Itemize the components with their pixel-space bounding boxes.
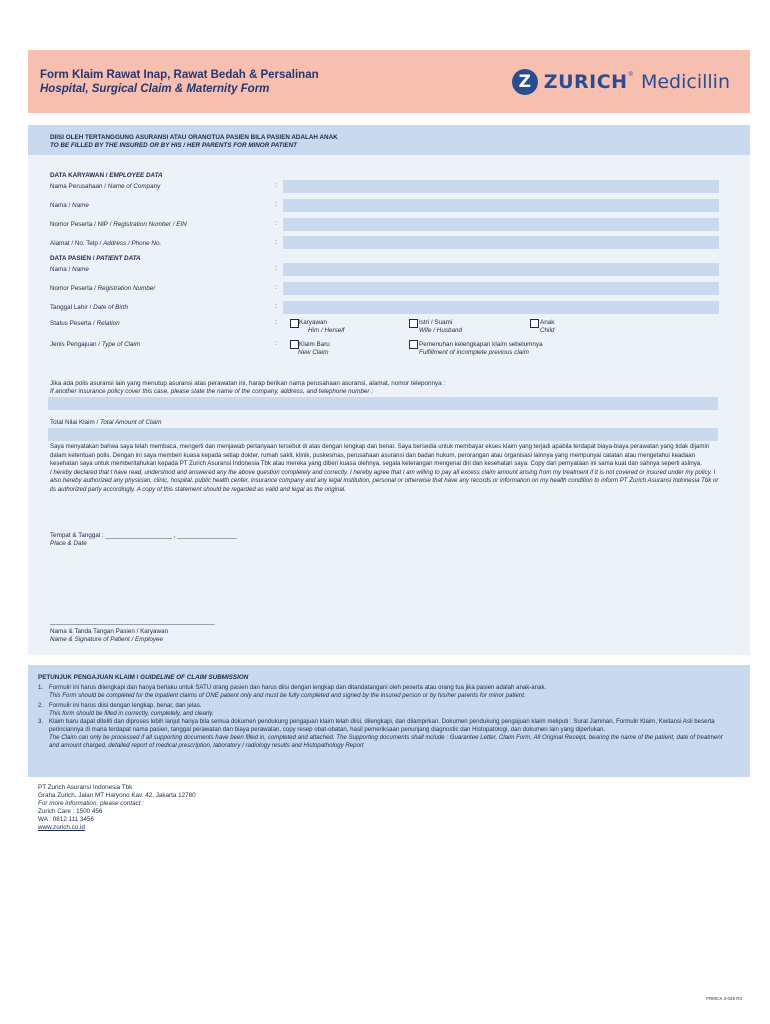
colon: :: [275, 220, 277, 227]
zurich-care: Zurich Care : 1500 456: [38, 808, 103, 815]
colon: :: [275, 340, 277, 347]
patient-registration-label: [50, 285, 155, 292]
guideline-title-id: PETUNJUK PENGAJUAN KLAIM /: [38, 674, 139, 681]
label-id: Nama Perusahaan /: [50, 183, 107, 190]
patient-data-heading: [50, 255, 141, 262]
relation-employee-label-en: Him / Herself: [308, 327, 345, 334]
registration-number-label: [50, 221, 187, 228]
item-text-id: Formulir ini harus dilengkapi dan hanya berlaku untuk SATU orang pasien dan harus diisi dengan lengkap dan ditandatangani oleh peserta atau orang tua jika pasien adalah anak-anak.: [49, 684, 547, 691]
other-insurance-field[interactable]: [48, 397, 718, 410]
label-en: Relation: [96, 320, 120, 327]
guideline-section: [28, 665, 750, 777]
place-date-line[interactable]: ___________________ , _________________: [105, 532, 237, 539]
registered-mark-icon: ®: [628, 72, 633, 78]
declaration-en: I hereby declared that I have read, understood and answered any the above question completely and correctly. I hereby agree that I am willing to pay all excess claim amount arising from my treatment if it is not covered or insured under my policy. I also hereby authorized any physician, clinic, hospital, public health center, insurance company and any legal institution, personal or otherwise that have any records or information on my health condition to inform PT Zurich Asuransi Indonesia Tbk or its authorized party accordingly. A copy of this statement should be regarded as valid and legal as the original.: [50, 468, 719, 493]
relation-child-checkbox[interactable]: [530, 319, 539, 328]
address-phone-field[interactable]: [283, 236, 719, 249]
zurich-z-icon: Z: [512, 69, 538, 95]
guideline-item: [38, 718, 728, 750]
website-link[interactable]: www.zurich.co.id: [38, 824, 85, 831]
instruction-banner: [28, 125, 750, 155]
form-subtitle: Hospital, Surgical Claim & Maternity Form: [40, 83, 270, 95]
relation-spouse-checkbox[interactable]: [409, 319, 418, 328]
signature-label: Nama & Tanda Tangan Pasien / Karyawan: [50, 628, 169, 635]
employee-name-label: [50, 202, 89, 209]
patient-registration-field[interactable]: [283, 282, 719, 295]
claim-form-section: [28, 125, 750, 655]
colon: :: [275, 182, 277, 189]
label-en: Date of Birth: [93, 304, 129, 311]
label-id: Tanggal Lahir /: [50, 304, 92, 311]
item-text-en: The Claim can only be processed if all supporting documents have been filled in, completed and attached. The Supporting documents shall include : Guarantee Letter, Claim Form, All Original Receipt, bearing the name of the patient, date of treatment and amount charged, detailed report of medical prescription, laboratory / radiology results and Histopathology Report: [49, 734, 723, 749]
label-id: Nomor Peserta /: [50, 285, 96, 292]
company-footer: [38, 784, 196, 832]
address-phone-label: [50, 240, 161, 247]
heading-id: DATA PASIEN /: [50, 255, 95, 262]
label-en: Name: [72, 266, 89, 273]
more-info: For more information, please contact :: [38, 800, 145, 807]
registration-number-field[interactable]: [283, 218, 719, 231]
company-name: PT Zurich Asuransi Indonesia Tbk: [38, 784, 133, 791]
relation-child-label: Anak: [540, 319, 555, 326]
declaration-text: [50, 443, 722, 494]
label-en: Address / Phone No.: [103, 240, 162, 247]
company-name-label: [50, 183, 160, 190]
fulfillment-claim-label-en: Fulfillment of incomplete previous claim: [419, 349, 529, 356]
item-text-id: Formulir ini harus diisi dengan lengkap, benar, dan jelas.: [49, 702, 202, 709]
company-name-field[interactable]: [283, 180, 719, 193]
form-title: Form Klaim Rawat Inap, Rawat Bedah & Persalinan: [40, 69, 319, 81]
relation-employee-checkbox[interactable]: [290, 319, 299, 328]
claim-type-label: [50, 341, 140, 348]
logo-brand: ZURICH: [543, 71, 628, 93]
guideline-title-en: GUIDELINE OF CLAIM SUBMISSION: [140, 674, 249, 681]
label-id: Nama /: [50, 202, 71, 209]
colon: :: [275, 265, 277, 272]
form-code: FRMCX 3-025 R3: [706, 996, 742, 1001]
label-id: Nomor Peserta / NIP /: [50, 221, 112, 228]
colon: :: [275, 239, 277, 246]
banner-line-en: TO BE FILLED BY THE INSURED OR BY HIS / HER PARENTS FOR MINOR PATIENT: [50, 142, 297, 149]
label-en: Registration Number: [97, 285, 156, 292]
label-en: Name of Company: [107, 183, 161, 190]
label-en: Total Amount of Claim: [100, 419, 162, 426]
signature-line[interactable]: _______________________________________________: [50, 618, 215, 625]
form-header: [28, 50, 750, 113]
item-text-en: This form should be filled in correctly, completely, and clearly.: [49, 710, 214, 717]
item-text-en: This Form should be completed for the inpatient claims of ONE patient only and must be fully completed and signed by the insured person or by his/her parents for minor patient.: [49, 692, 526, 699]
colon: :: [275, 284, 277, 291]
label-en: Name: [72, 202, 89, 209]
relation-employee-label: Karyawan: [299, 319, 328, 326]
item-text-id: Klaim baru dapat diteliti dan diproses lebih lanjut hanya bila semua dokumen pendukung pengajuan klaim telah diisi, dilengkapi, dan dilampirkan. Dokumen pendukung pengajuan klaim meliputi : Surat Jaminan, Formulir Klaim, Kwitansi Asli beserta perinciannya di mana terdapat nama pasien, tanggal perawatan dan biaya perawatan, copy resep obat-obatan, hasil pemeriksaan penunjang diagnostic dan Histopatologi, dan dokumen lain yang diperlukan.: [49, 718, 715, 733]
guideline-title: [38, 674, 248, 681]
whatsapp: WA : 0812 111 3456: [38, 816, 94, 823]
logo-product: Medicillin: [640, 71, 730, 93]
declaration-id: Saya menyatakan bahwa saya telah membaca, mengerti dan menjawab pertanyaan tersebut di atas dengan lengkap dan benar. Saya bersedia untuk membayar ekses klaim yang terjadi apabila terdapat biaya-biaya perawatan yang tidak dijamin dalam ketentuan polis. Dengan ini saya memberi kuasa kepada setiap dokter, rumah sakit, klinik, puskesmas, perusahaan asuransi dan badan hukum, perorangan atau organisasi lainnya yang mempunyai catatan atau mengetahui keadaan kesehatan saya untuk memberitahukan kepada PT Zurich Asuransi Indonesia Tbk atau mereka yang diberi kuasa olehnya, segala keterangan mengenai diri dan kesehatan saya. Copy dari pernyataan ini sama kuat dan sahnya seperti aslinya.: [50, 443, 710, 467]
employee-data-heading: [50, 172, 163, 179]
place-date-row: [50, 532, 237, 539]
company-address: Graha Zurich, Jalan MT Haryono Kav. 42, Jakarta 12780: [38, 792, 196, 799]
new-claim-label-en: New Claim: [298, 349, 329, 356]
new-claim-checkbox[interactable]: [290, 340, 299, 349]
date-of-birth-field[interactable]: [283, 301, 719, 314]
label-en: Type of Claim: [101, 341, 141, 348]
fulfillment-claim-label: Pemenuhan kelengkapan klaim sebelumnya: [419, 341, 543, 348]
label-en: Registration Number / EIN: [113, 221, 187, 228]
total-claim-field[interactable]: [48, 428, 718, 441]
colon: :: [275, 319, 277, 326]
relation-spouse-label-en: Wife / Husband: [419, 327, 462, 334]
label-id: Total Nilai Klaim /: [50, 419, 99, 426]
other-insurance-text: Jika ada polis asuransi lain yang menutup asuransi atas perawatan ini, harap berikan nama perusahaan asuransi, alamat, nomor teleponnya :: [50, 380, 446, 387]
employee-name-field[interactable]: [283, 199, 719, 212]
fulfillment-claim-checkbox[interactable]: [409, 340, 418, 349]
place-date-label: Tempat & Tanggal :: [50, 532, 104, 539]
item-number: 1.: [38, 684, 44, 691]
relation-child-label-en: Child: [540, 327, 555, 334]
label-id: Nama /: [50, 266, 71, 273]
label-id: Jenis Pengajuan /: [50, 341, 101, 348]
zurich-logo: [512, 68, 730, 96]
place-date-label-en: Place & Date: [50, 540, 87, 547]
guideline-item: [38, 702, 728, 718]
heading-en: PATIENT DATA: [96, 255, 141, 262]
label-id: Alamat / No. Telp /: [50, 240, 102, 247]
item-number: 3.: [38, 718, 44, 725]
signature-label-en: Name & Signature of Patient / Employee: [50, 636, 164, 643]
patient-name-label: [50, 266, 89, 273]
label-id: Status Peserta /: [50, 320, 95, 327]
banner-line-id: DIISI OLEH TERTANGGUNG ASURANSI ATAU ORANGTUA PASIEN BILA PASIEN ADALAH ANAK: [50, 134, 338, 141]
colon: :: [275, 303, 277, 310]
heading-en: EMPLOYEE DATA: [109, 172, 163, 179]
other-insurance-text-en: If another insurance policy cover this case, please state the name of the company, address, and telephone number :: [50, 388, 373, 395]
new-claim-label: Klaim Baru: [299, 341, 330, 348]
guideline-item: [38, 684, 728, 700]
patient-name-field[interactable]: [283, 263, 719, 276]
heading-id: DATA KARYAWAN /: [50, 172, 108, 179]
relation-label: [50, 320, 120, 327]
relation-spouse-label: Istri / Suami: [419, 319, 453, 326]
date-of-birth-label: [50, 304, 128, 311]
item-number: 2.: [38, 702, 44, 709]
total-claim-label: [50, 419, 162, 426]
colon: :: [275, 201, 277, 208]
